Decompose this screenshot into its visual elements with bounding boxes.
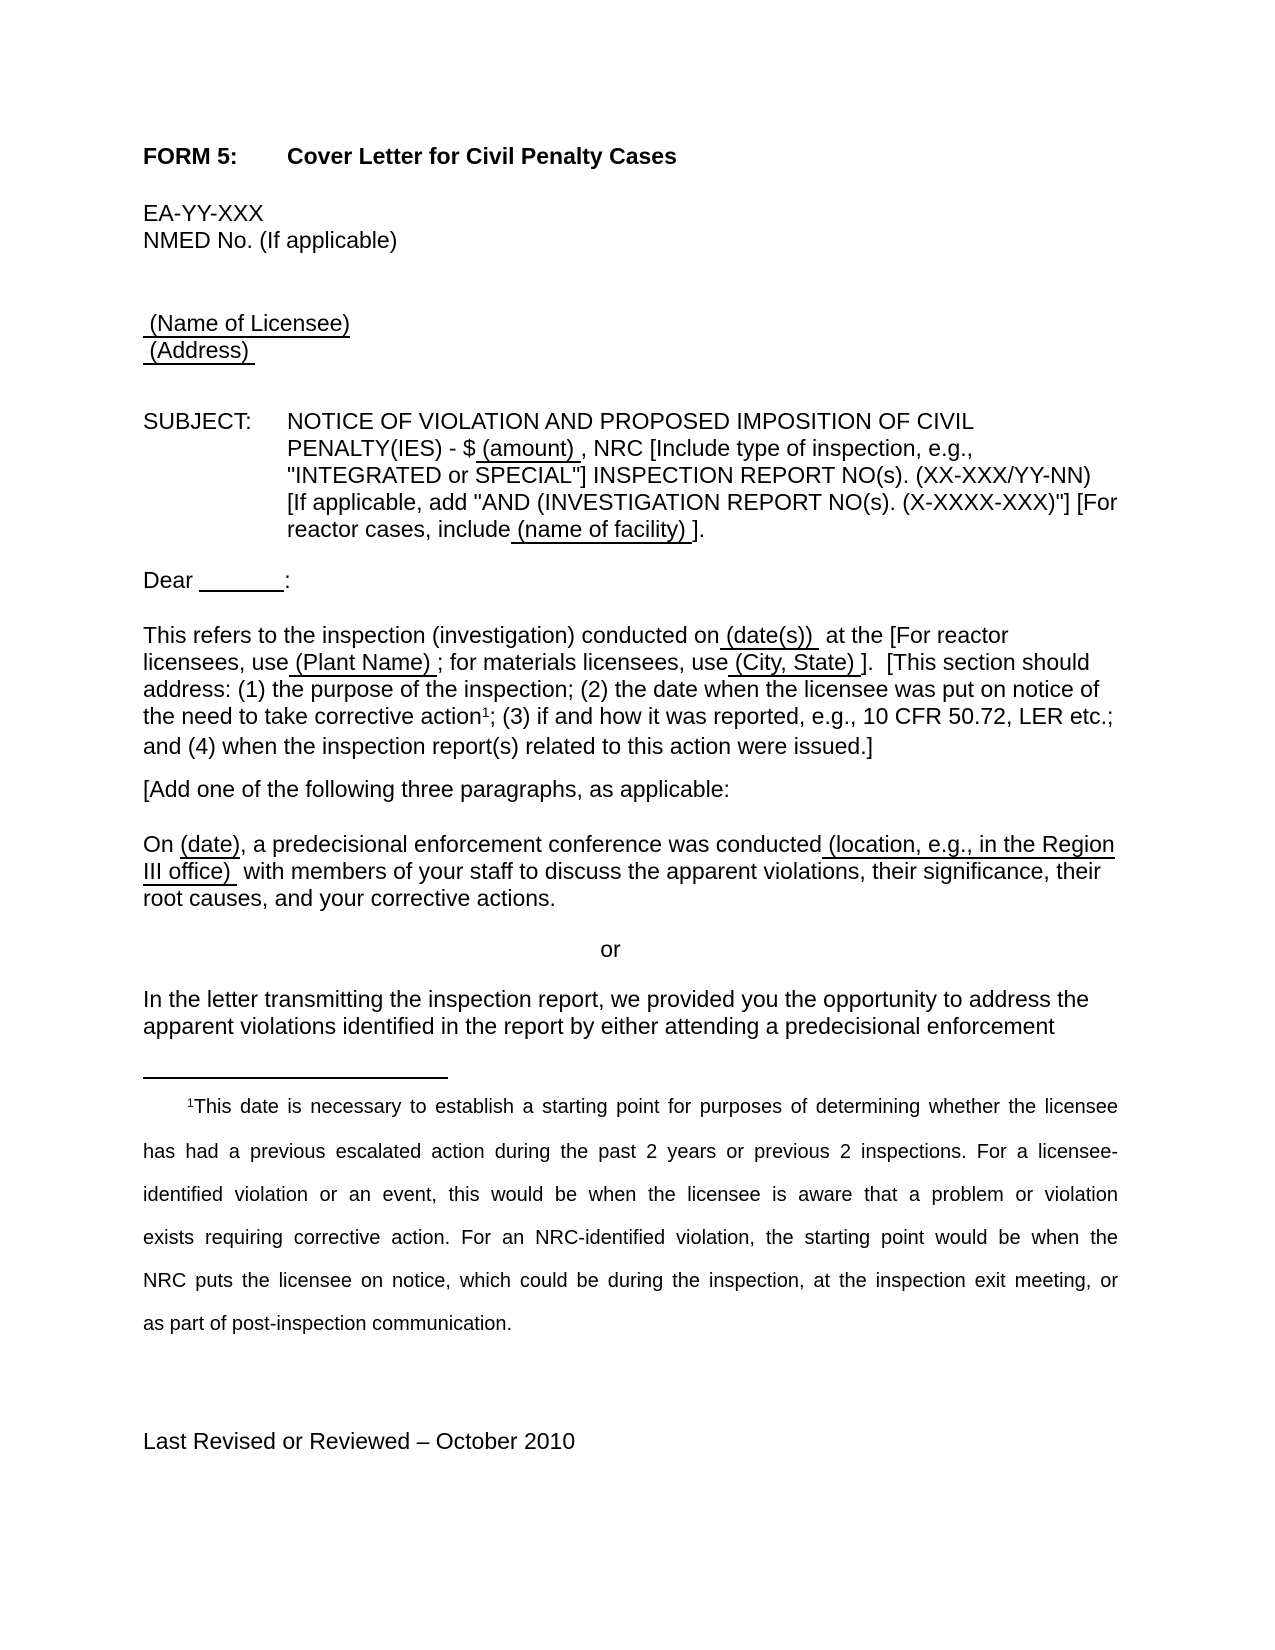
footnote-reference: 1 [481,705,490,721]
fill-in-blank-text: (Address) [143,337,256,363]
text-run: licensees, use [143,649,289,675]
paragraph-3 [143,986,1090,1040]
text-run: On [143,831,181,857]
fill-in-blank-text: (City, State) [728,649,861,675]
salutation-line [143,567,1078,594]
paragraph-line [143,1013,1078,1040]
text-run: PENALTY(IES) - $ [287,435,476,461]
text-run: address: (1) the purpose of the inspection; (2) the date when the licensee was put on notice of [143,676,1100,702]
salutation-word: Dear [143,567,193,593]
fill-in-blank-text: III office) [143,858,238,884]
fill-in-blank-text: (date(s)) [719,622,820,648]
paragraph-line [143,622,1078,649]
paragraph-line [143,885,1078,912]
text-run: and (4) when the inspection report(s) related to this action were issued.] [143,733,873,759]
paragraph-line [143,310,1078,337]
paragraph-1 [143,622,1114,760]
fill-in-blank-text: (date) [180,831,241,857]
paragraph-line [143,986,1090,1013]
fill-in-blank-text: (location, e.g., in the Region [821,831,1115,857]
footnote-line [143,1086,1118,1131]
insert-instruction: [Add one of the following three paragraphs, as applicable: [143,776,730,802]
paragraph-line [287,489,1117,516]
text-run: apparent violations identified in the report by either attending a predecisional enforcement [143,1013,1055,1039]
text-run: reactor cases, include [287,516,511,542]
paragraph-line [287,516,1117,543]
nmed-number-line: NMED No. (If applicable) [143,227,398,253]
fill-in-blank-text: (amount) [475,435,581,461]
paragraph-line [143,703,1114,733]
footnote-line: identified violation or an event, this would be when the licensee is aware that a problem or violation [143,1184,1118,1206]
footnote-separator [143,1077,448,1079]
fill-in-blank-text: (Plant Name) [288,649,438,675]
form-heading [143,143,1078,170]
paragraph-line [287,435,1117,462]
form-number: FORM 5: [143,143,238,169]
text-run: at the [For reactor [819,622,1009,648]
reference-block [143,200,1078,254]
addressee-block [143,310,1078,364]
text-run: ]. [This section should [860,649,1090,675]
or-separator: or [600,936,621,962]
text-run: "INTEGRATED or SPECIAL"] INSPECTION REPORT NO(s). (XX-XXX/YY-NN) [287,462,1092,488]
footnote-line: as part of post-inspection communication. [143,1313,513,1335]
paragraph-line [143,337,1078,364]
paragraph-line [143,858,1101,885]
paragraph-line [143,649,1090,676]
paragraph-line [143,831,1115,858]
footnote-line: has had a previous escalated action during the past 2 years or previous 2 inspections. For a licensee- [143,1141,1118,1163]
footnote-line: NRC puts the licensee on notice, which could be during the inspection, at the inspection exit meeting, or [143,1270,1118,1292]
revision-footer: Last Revised or Reviewed – October 2010 [143,1428,576,1454]
text-run: ; for materials licensees, use [437,649,729,675]
text-run: with members of your staff to discuss the apparent violations, their significance, their [237,858,1101,884]
paragraph-line [143,676,1100,703]
letter-content [143,0,1118,1455]
text-run: ]. [692,516,706,542]
fill-in-blank-text: (name of facility) [510,516,693,542]
footnote-line: exists requiring corrective action. For an NRC-identified violation, the starting point would be when the [143,1227,1118,1249]
text-run: the need to take corrective action [143,703,482,729]
footnote-marker: 1 [187,1096,194,1110]
subject-body [287,408,1117,543]
form-title: Cover Letter for Civil Penalty Cases [287,143,677,169]
ea-number-line: EA-YY-XXX [143,200,264,226]
paragraph-2 [143,831,1115,912]
subject-label: SUBJECT: [143,408,252,434]
text-run: In the letter transmitting the inspection report, we provided you the opportunity to address the [143,986,1090,1012]
salutation-colon: : [284,567,291,593]
text-run: , NRC [Include type of inspection, e.g., [580,435,974,461]
text-run: , a predecisional enforcement conference was conducted [240,831,822,857]
footnote-text: This date is necessary to establish a starting point for purposes of determining whether the licensee [193,1096,1118,1118]
text-run: root causes, and your corrective actions. [143,885,556,911]
text-run: ; (3) if and how it was reported, e.g., 10 CFR 50.72, LER etc.; [489,703,1114,729]
footnote-block [143,1086,1118,1346]
paragraph-line [143,733,1078,760]
salutation-blank [199,590,284,592]
subject-row [143,408,1118,543]
text-run: NOTICE OF VIOLATION AND PROPOSED IMPOSITION OF CIVIL [287,408,975,434]
paragraph-line [287,462,1117,489]
paragraph-line [287,408,1117,435]
text-run: [If applicable, add "AND (INVESTIGATION REPORT NO(s). (X-XXXX-XXX)"] [For [287,489,1118,515]
text-run: This refers to the inspection (investigation) conducted on [143,622,720,648]
fill-in-blank-text: (Name of Licensee) [143,310,351,336]
